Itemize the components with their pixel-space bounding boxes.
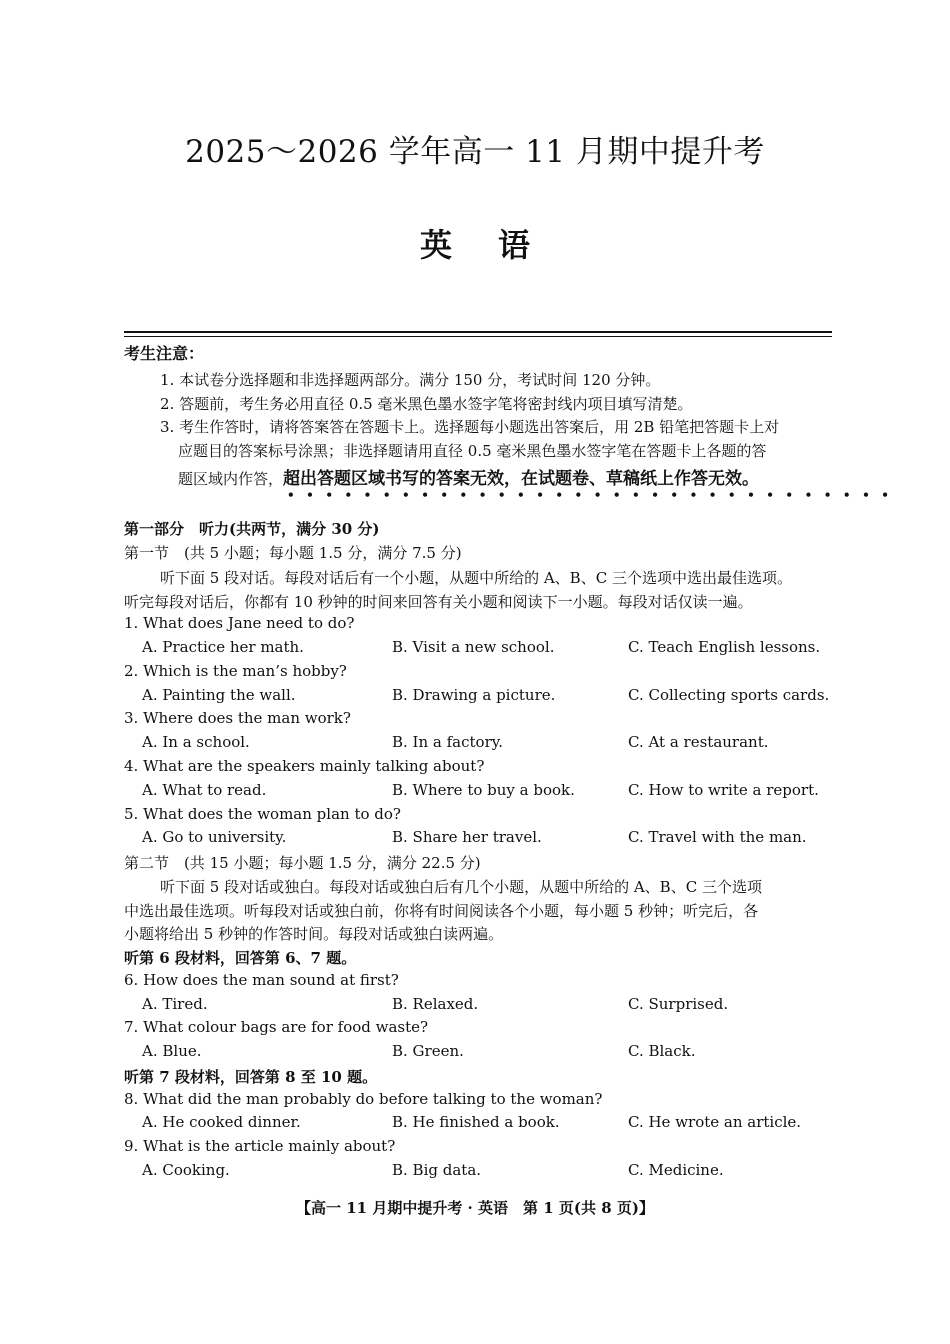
- question-4-option-b: B. Where to buy a book.: [392, 781, 575, 799]
- notice-item-3: 3. 考生作答时，请将答案答在答题卡上。选择题每小题选出答案后，用 2B 铅笔把答题卡上对: [160, 418, 780, 436]
- section2-instruction-1: 听下面 5 段对话或独白。每段对话或独白后有几个小题，从题中所给的 A、B、C 三个选项: [160, 878, 762, 896]
- section2-title: 第二节 (共 15 小题；每小题 1.5 分，满分 22.5 分): [124, 854, 481, 872]
- section2-instruction-2: 中选出最佳选项。听每段对话或独白前，你将有时间阅读各个小题，每小题 5 秒钟；听完后，各: [124, 902, 759, 920]
- question-4-option-c: C. How to write a report.: [628, 781, 819, 799]
- question-9: 9. What is the article mainly about?: [124, 1137, 396, 1155]
- notice-item-3-tail: 题区域内作答，: [178, 470, 284, 488]
- question-2-option-c: C. Collecting sports cards.: [628, 686, 830, 704]
- section2-instruction-3: 小题将给出 5 秒钟的作答时间。每段对话或独白读两遍。: [124, 925, 504, 943]
- section1-instruction-2: 听完每段对话后，你都有 10 秒钟的时间来回答有关小题和阅读下一小题。每段对话仅读一遍。: [124, 593, 753, 611]
- question-8: 8. What did the man probably do before talking to the woman?: [124, 1090, 603, 1108]
- question-5-option-b: B. Share her travel.: [392, 828, 542, 846]
- divider-thin: [124, 336, 832, 337]
- question-9-option-b: B. Big data.: [392, 1161, 482, 1179]
- question-8-option-c: C. He wrote an article.: [628, 1113, 802, 1131]
- question-1-option-a: A. Practice her math.: [142, 638, 304, 656]
- question-3-option-a: A. In a school.: [142, 733, 250, 751]
- section1-instruction-1: 听下面 5 段对话。每段对话后有一个小题，从题中所给的 A、B、C 三个选项中选出最佳选项。: [160, 569, 792, 587]
- question-7-option-b: B. Green.: [392, 1042, 464, 1060]
- question-3: 3. Where does the man work?: [124, 709, 351, 727]
- question-5-option-a: A. Go to university.: [142, 828, 287, 846]
- question-1-option-b: B. Visit a new school.: [392, 638, 555, 656]
- question-6-option-a: A. Tired.: [142, 995, 208, 1013]
- divider-thick: [124, 331, 832, 333]
- question-4-option-a: A. What to read.: [142, 781, 267, 799]
- question-2-option-b: B. Drawing a picture.: [392, 686, 556, 704]
- part1-title: 第一部分 听力(共两节，满分 30 分): [124, 520, 380, 538]
- notice-emphasis: 超出答题区域书写的答案无效，在试题卷、草稿纸上作答无效。: [283, 469, 760, 489]
- notice-item-1: 1. 本试卷分选择题和非选择题两部分。满分 150 分，考试时间 120 分钟。: [160, 371, 661, 389]
- question-7-option-c: C. Black.: [628, 1042, 696, 1060]
- exam-title: 2025～2026 学年高一 11 月期中提升考: [185, 134, 765, 170]
- emphasis-dots: ••••••••••••••••••••••••••••••••: [287, 488, 901, 502]
- notice-title: 考生注意：: [124, 344, 205, 363]
- question-4: 4. What are the speakers mainly talking about?: [124, 757, 485, 775]
- question-8-option-a: A. He cooked dinner.: [142, 1113, 301, 1131]
- question-2: 2. Which is the man’s hobby?: [124, 662, 347, 680]
- question-3-option-b: B. In a factory.: [392, 733, 503, 751]
- notice-item-2: 2. 答题前，考生务必用直径 0.5 毫米黑色墨水签字笔将密封线内项目填写清楚。: [160, 395, 693, 413]
- question-6-option-b: B. Relaxed.: [392, 995, 479, 1013]
- question-1-option-c: C. Teach English lessons.: [628, 638, 821, 656]
- section1-title: 第一节 (共 5 小题；每小题 1.5 分，满分 7.5 分): [124, 544, 462, 562]
- question-6: 6. How does the man sound at first?: [124, 971, 399, 989]
- question-1: 1. What does Jane need to do?: [124, 614, 355, 632]
- question-5-option-c: C. Travel with the man.: [628, 828, 807, 846]
- question-6-option-c: C. Surprised.: [628, 995, 729, 1013]
- question-5: 5. What does the woman plan to do?: [124, 805, 401, 823]
- notice-item-3-cont: 应题目的答案标号涂黑；非选择题请用直径 0.5 毫米黑色墨水签字笔在答题卡上各题的答: [178, 442, 767, 460]
- page-footer: 【高一 11 月期中提升考 · 英语 第 1 页(共 8 页)】: [296, 1199, 654, 1217]
- material-7-heading: 听第 7 段材料，回答第 8 至 10 题。: [124, 1068, 378, 1086]
- question-9-option-a: A. Cooking.: [142, 1161, 230, 1179]
- material-6-heading: 听第 6 段材料，回答第 6、7 题。: [124, 949, 357, 967]
- question-2-option-a: A. Painting the wall.: [142, 686, 296, 704]
- subject-title: 英语: [419, 226, 576, 264]
- question-7: 7. What colour bags are for food waste?: [124, 1018, 429, 1036]
- question-9-option-c: C. Medicine.: [628, 1161, 724, 1179]
- question-7-option-a: A. Blue.: [142, 1042, 202, 1060]
- notice-item-3-end: [178, 464, 759, 489]
- question-3-option-c: C. At a restaurant.: [628, 733, 769, 751]
- question-8-option-b: B. He finished a book.: [392, 1113, 560, 1131]
